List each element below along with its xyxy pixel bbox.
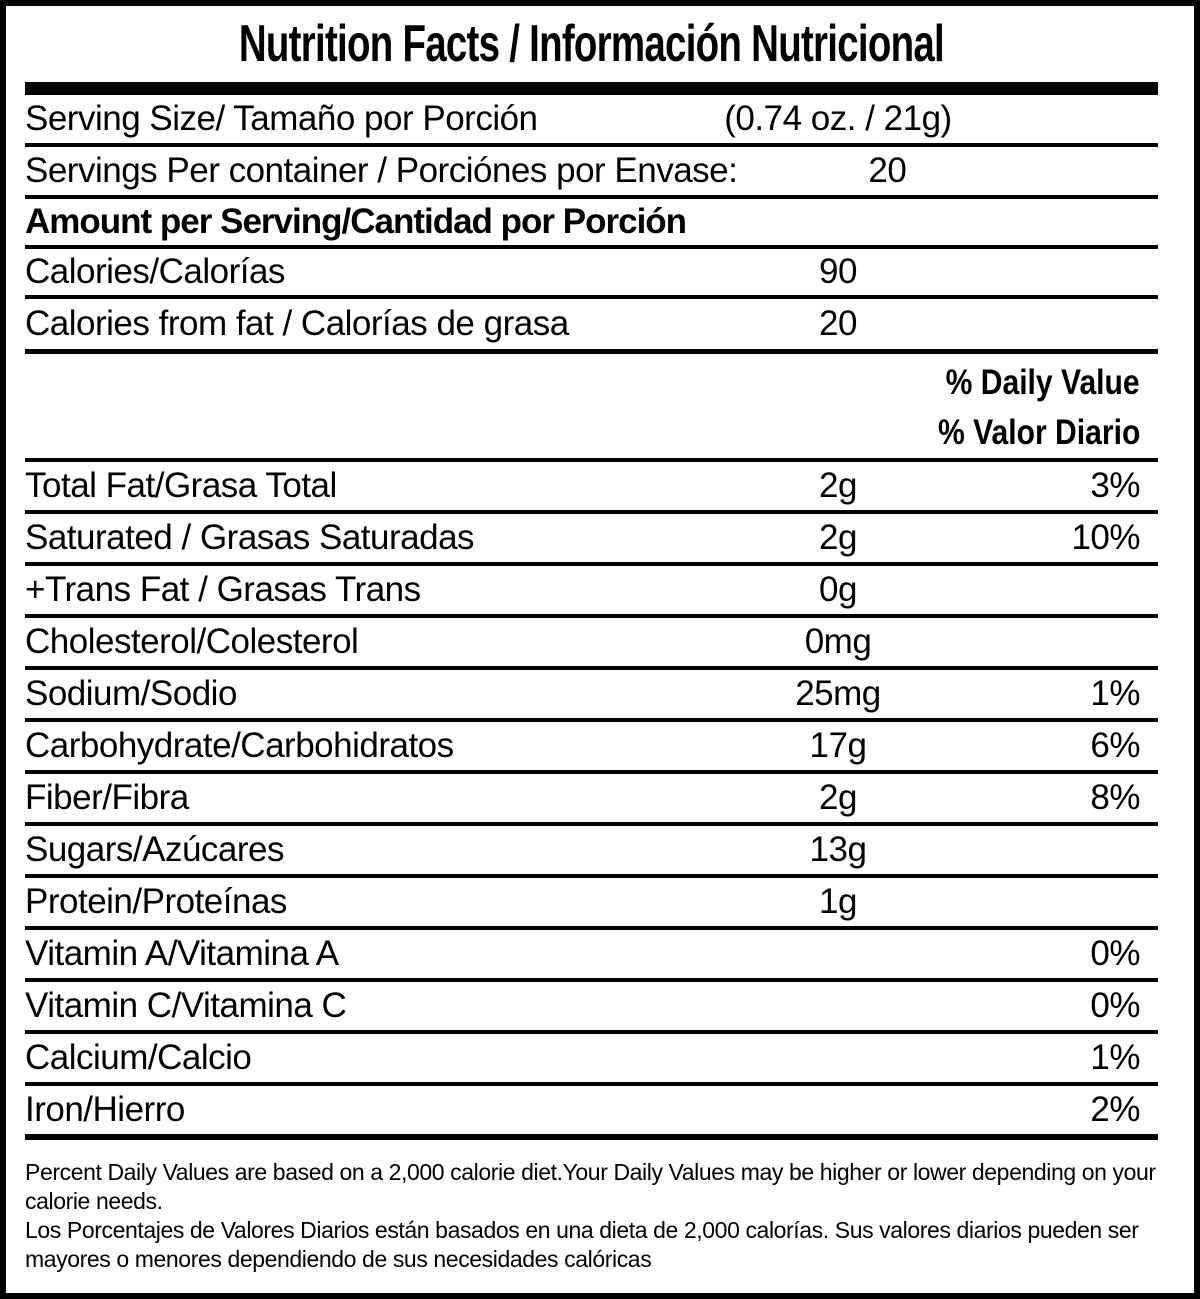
daily-value-header-block bbox=[25, 354, 1158, 462]
nutrient-daily-value: 1% bbox=[1090, 674, 1140, 713]
calories-value: 90 bbox=[819, 252, 857, 291]
nutrient-daily-value: 0% bbox=[1090, 986, 1140, 1025]
nutrient-label: Carbohydrate/Carbohidratos bbox=[25, 726, 454, 765]
nutrient-amount: 17g bbox=[809, 726, 867, 765]
nutrient-amount: 1g bbox=[819, 882, 857, 921]
nutrient-label: Vitamin A/Vitamina A bbox=[25, 934, 339, 973]
nutrient-row bbox=[25, 878, 1158, 930]
nutrient-row bbox=[25, 930, 1158, 982]
nutrient-daily-value: 8% bbox=[1090, 778, 1140, 817]
title-divider-bar bbox=[25, 82, 1158, 95]
label-title-text: Nutrition Facts / Información Nutricional bbox=[238, 15, 945, 73]
nutrient-daily-value: 1% bbox=[1090, 1038, 1140, 1077]
label-title bbox=[25, 6, 1158, 82]
daily-value-header-es-line bbox=[25, 408, 1158, 458]
nutrient-amount: 0mg bbox=[804, 622, 872, 661]
daily-value-header-en: % Daily Value bbox=[945, 363, 1140, 402]
nutrient-amount: 2g bbox=[819, 466, 857, 505]
calories-from-fat-value: 20 bbox=[819, 304, 857, 343]
nutrient-row bbox=[25, 1086, 1158, 1140]
footnotes bbox=[25, 1140, 1158, 1274]
nutrient-label: Total Fat/Grasa Total bbox=[25, 466, 337, 505]
servings-per-container-label: Servings Per container / Porciónes por Envase: bbox=[25, 151, 738, 190]
nutrient-daily-value: 6% bbox=[1090, 726, 1140, 765]
nutrient-row bbox=[25, 1034, 1158, 1086]
nutrient-label: +Trans Fat / Grasas Trans bbox=[25, 570, 421, 609]
nutrient-daily-value: 10% bbox=[1071, 518, 1140, 557]
nutrient-label: Cholesterol/Colesterol bbox=[25, 622, 359, 661]
nutrient-label: Saturated / Grasas Saturadas bbox=[25, 518, 475, 557]
nutrient-label: Sugars/Azúcares bbox=[25, 830, 285, 869]
nutrient-row bbox=[25, 462, 1158, 514]
nutrient-amount: 2g bbox=[819, 518, 857, 557]
nutrient-row bbox=[25, 618, 1158, 670]
footnote-en: Percent Daily Values are based on a 2,000 calorie diet.Your Daily Values may be higher or lower depending on your calorie needs. bbox=[25, 1159, 1156, 1214]
nutrient-amount: 25mg bbox=[795, 674, 881, 713]
nutrient-label: Fiber/Fibra bbox=[25, 778, 189, 817]
daily-value-header-en-line bbox=[25, 358, 1158, 408]
nutrient-daily-value: 2% bbox=[1090, 1090, 1140, 1129]
nutrient-amount: 13g bbox=[809, 830, 867, 869]
calories-from-fat-row bbox=[25, 299, 1158, 354]
nutrient-daily-value: 0% bbox=[1090, 934, 1140, 973]
nutrient-amount: 0g bbox=[819, 570, 857, 609]
calories-from-fat-label: Calories from fat / Calorías de grasa bbox=[25, 304, 569, 343]
nutrient-row bbox=[25, 514, 1158, 566]
servings-per-container-value: 20 bbox=[868, 151, 907, 190]
serving-size-row bbox=[25, 95, 1158, 147]
nutrient-label: Iron/Hierro bbox=[25, 1090, 185, 1129]
nutrient-row bbox=[25, 774, 1158, 826]
nutrient-row bbox=[25, 722, 1158, 774]
nutrient-rows bbox=[25, 462, 1158, 1140]
daily-value-header-es: % Valor Diario bbox=[937, 413, 1140, 452]
servings-per-container-row bbox=[25, 147, 1158, 199]
serving-size-label: Serving Size/ Tamaño por Porción bbox=[25, 99, 538, 138]
nutrient-label: Protein/Proteínas bbox=[25, 882, 287, 921]
nutrient-row bbox=[25, 566, 1158, 618]
serving-size-value: (0.74 oz. / 21g) bbox=[724, 99, 952, 138]
calories-row bbox=[25, 249, 1158, 299]
calories-label: Calories/Calorías bbox=[25, 252, 285, 291]
nutrient-amount: 2g bbox=[819, 778, 857, 817]
amount-per-serving-header: Amount per Serving/Cantidad por Porción bbox=[25, 202, 687, 241]
nutrient-row bbox=[25, 982, 1158, 1034]
amount-per-serving-row bbox=[25, 199, 1158, 249]
nutrient-label: Sodium/Sodio bbox=[25, 674, 237, 713]
nutrient-row bbox=[25, 826, 1158, 878]
nutrient-label: Calcium/Calcio bbox=[25, 1038, 252, 1077]
nutrient-row bbox=[25, 670, 1158, 722]
footnote-es: Los Porcentajes de Valores Diarios están basados en una dieta de 2,000 calorías. Sus valores diarios pueden ser mayores o menores dependiendo de sus necesidades calóricas bbox=[25, 1217, 1139, 1272]
nutrient-label: Vitamin C/Vitamina C bbox=[25, 986, 347, 1025]
nutrient-daily-value: 3% bbox=[1090, 466, 1140, 505]
